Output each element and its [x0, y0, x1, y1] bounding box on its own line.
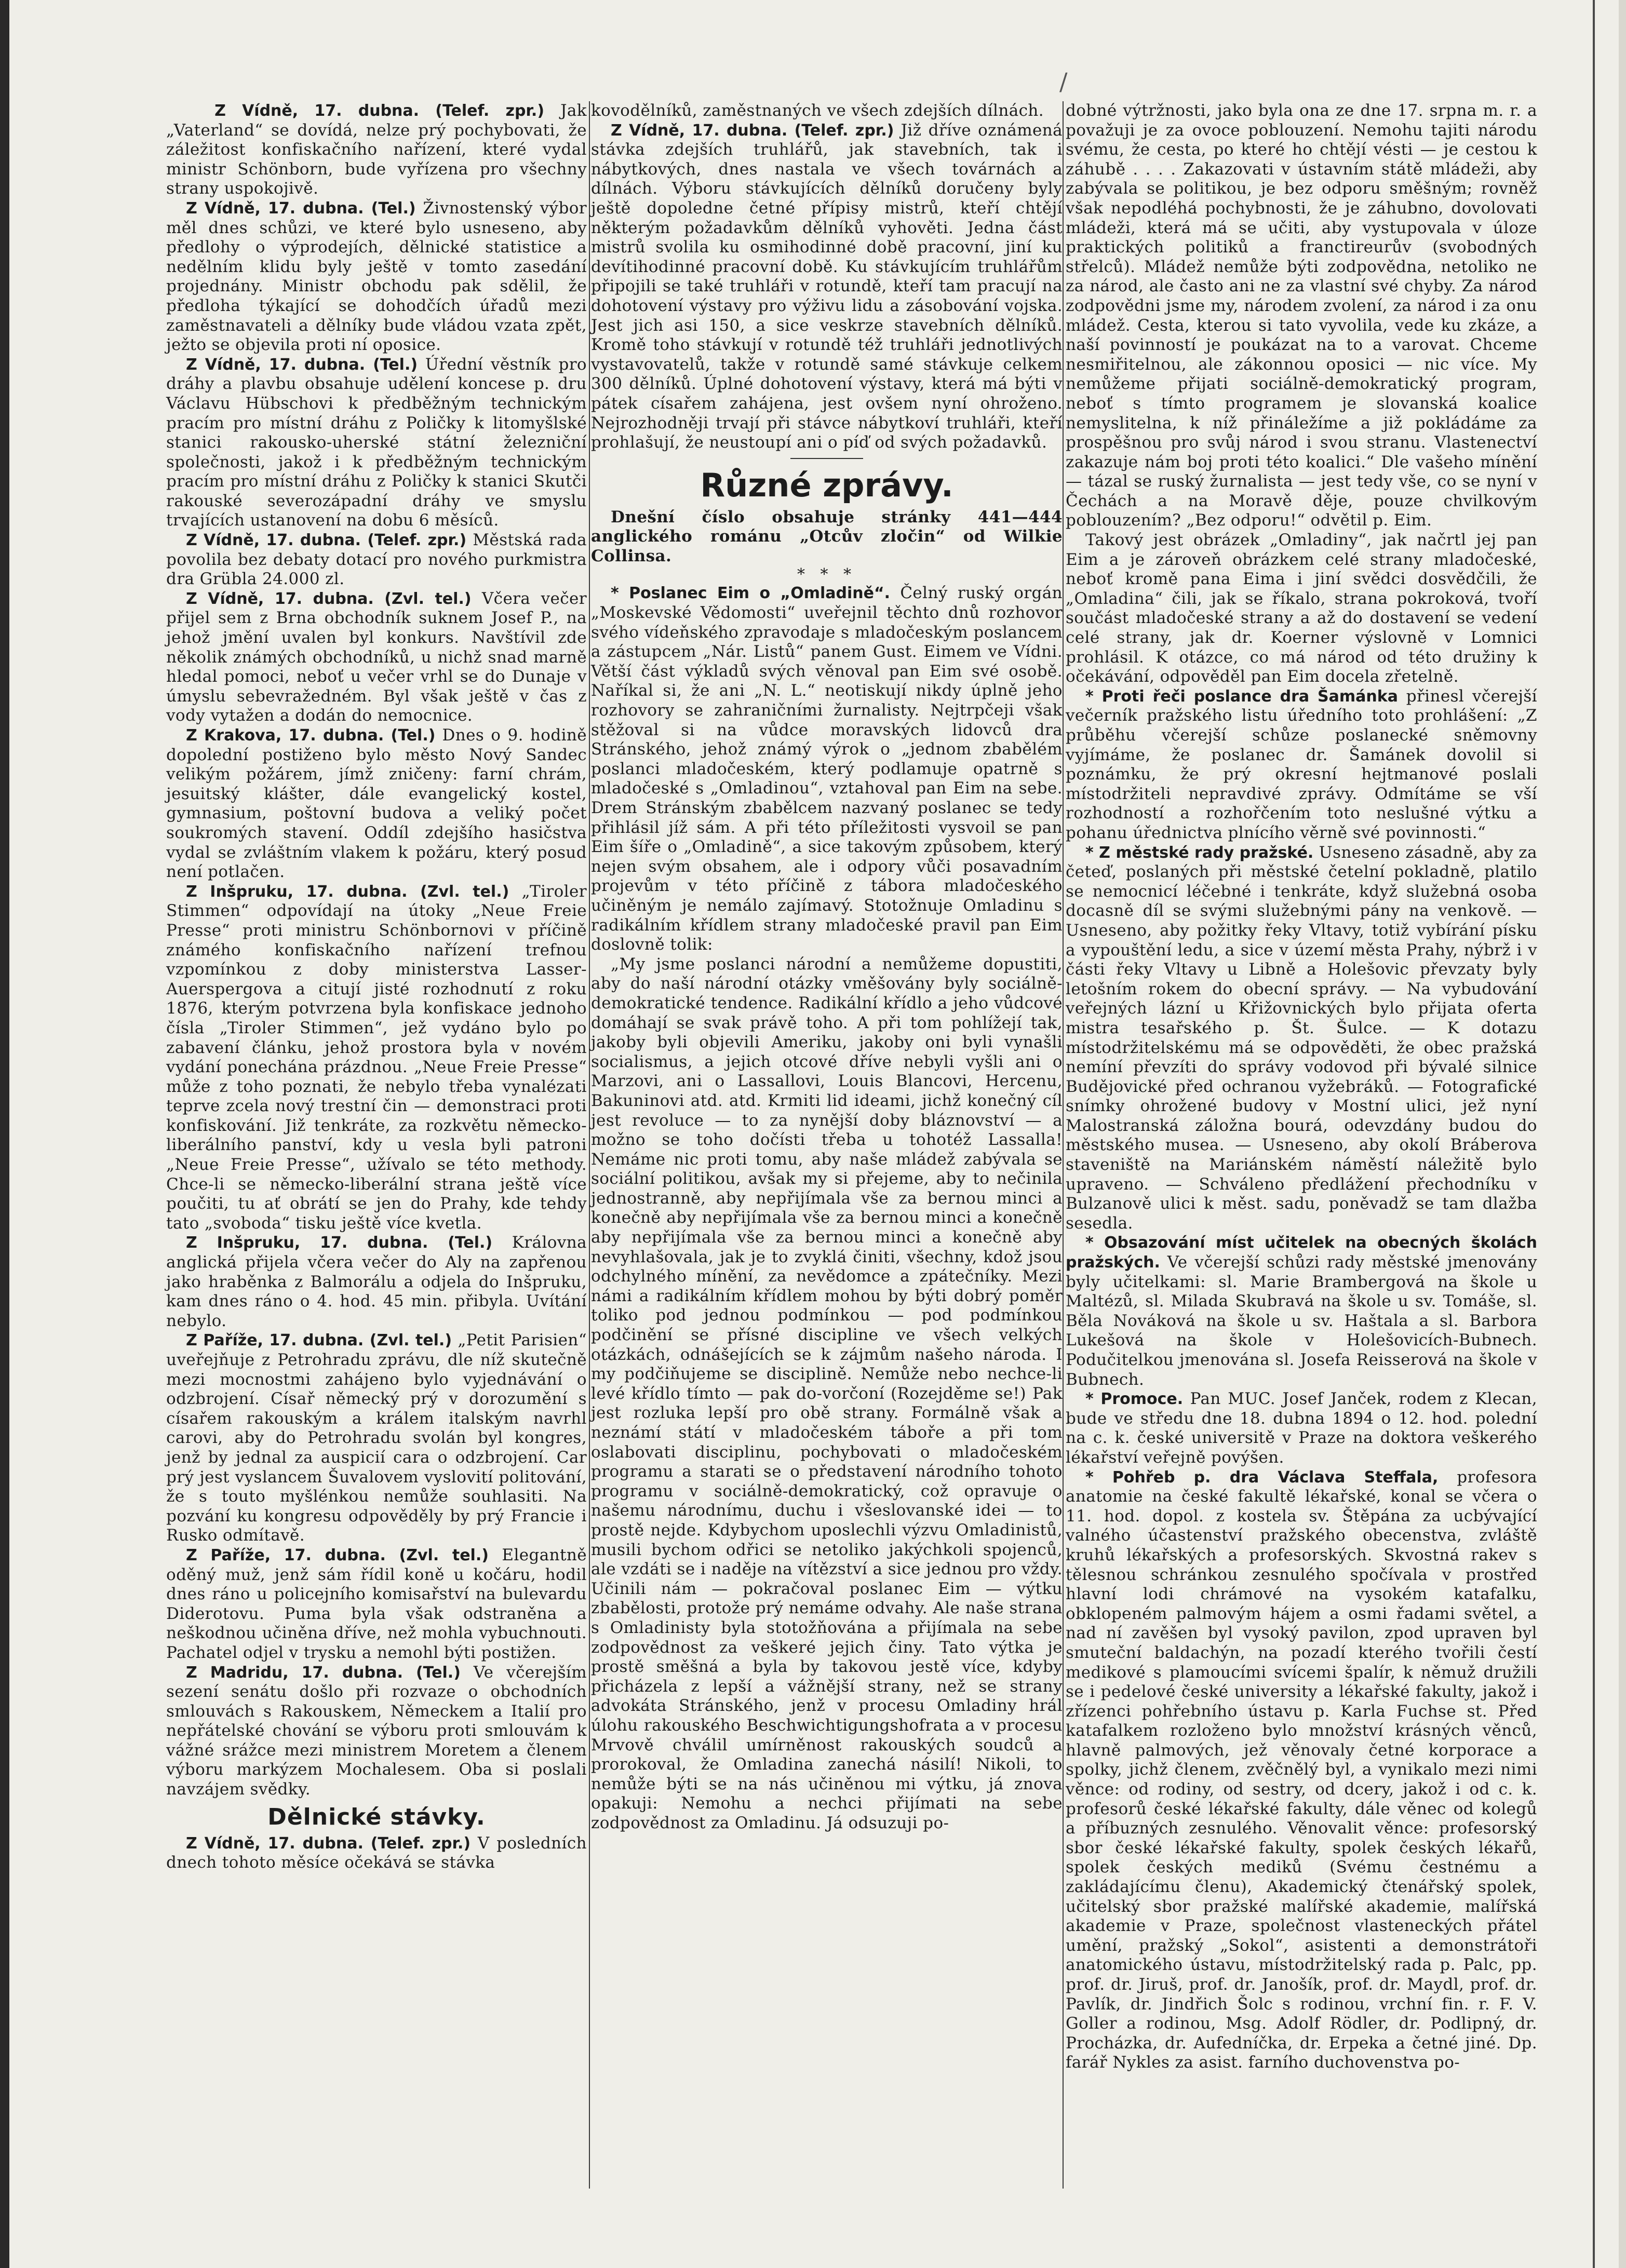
- news-text: „Petit Parisien“ uveřejňuje z Petrohradu zprávu, dle níž skutečně mezi mocnostmi zahájeno bylo vyjednávání o odzbrojení. Císař německý prý v dorozumění s císařem rakouským a králem italským navrhl carovi, aby do Petrohradu svolán byl kongres, jenž by jednal za auspicií cara o odzbrojení. Car prý jest vyslancem Šuvalovem vyslovití politování, že s touto myšlénkou nemůže souhlasiti. Na pozvání ku kongresu odpověděly by prý Francie i Rusko odmítavě.: [166, 1331, 587, 1545]
- column-3: [1066, 101, 1537, 2073]
- section-heading-worker-strikes: Dělnické stávky.: [267, 1803, 486, 1830]
- dateline: Z Vídně, 17. dubna. (Tel.): [186, 199, 416, 218]
- news-item: [1066, 1233, 1537, 1389]
- news-item: [166, 882, 587, 1234]
- news-text: Královna anglická přijela včera večer do Aly na zapřenou jako hraběnka z Balmorálu a odjela do Inšpruku, kam dnes ráno o 4. hod. 45 min. přibyla. Uvítání nebylo.: [166, 1233, 587, 1330]
- dateline: Z Vídně, 17. dubna. (Telef. zpr.): [611, 121, 894, 140]
- news-text: Dnes o 9. hodině dopolední postiženo bylo město Nový Sandec velikým požárem, jímž zničeny: farní chrám, jesuitský klášter, dále evangelický kostel, gymnasium, poštovní budova a veliký počet soukromých stavení. Oddíl zdejšího hasičstva vydal se zvláštním vlakem k požáru, který posud není potlačen.: [166, 726, 587, 882]
- news-item: [166, 589, 587, 726]
- asterism-separator: * * *: [797, 565, 857, 584]
- dateline: Z Paříže, 17. dubna. (Zvl. tel.): [186, 1331, 452, 1350]
- news-item: [166, 1331, 587, 1546]
- news-item: [166, 1834, 587, 1873]
- section-heading-various-news: Různé zprávy.: [700, 466, 953, 504]
- news-text: Elegantně oděný muž, jenž sám řídil koně u kočáru, hodil dnes ráno u policejního komisařství na bulevardu Diderotovu. Puma byla však odstraněna a neškodnou učiněna dříve, než mohla vybuchnouti. Pachatel odjel v trysku a nemohl býti postižen.: [166, 1545, 587, 1662]
- news-item: [166, 726, 587, 882]
- news-item: [166, 355, 587, 531]
- news-item: [166, 101, 587, 199]
- dateline: Z Paříže, 17. dubna. (Zvl. tel.): [186, 1546, 489, 1564]
- news-text: Již dříve oznámená stávka zdejších truhlářů, jak stavebních, tak i nábytkových, dnes nastala ve všech továrnách a dílnách. Výboru stávkujících dělníků doručeny byly ještě dopoledne četné přípisy mistrů, kteří chtějí některým požadavkům dělníků vyhověti. Jedna část mistrů svolila ku osmihodinné době pracovní, jiní ku devítihodinné pracovní době. Ku stávkujícím truhlářům připojili se také truhláři v rotundě, kteří tam pracují na dohotovení výstavy pro výživu lidu a zásobování vojska. Jest jich asi 150, a sice veskrze stavebních dělníků. Kromě toho stávkují v rotundě též truhláři jednotlivých vystavovatelů, takže v rotundě samé stávkuje celkem 300 dělníků. Úplné dohotovení výstavy, která má býti v pátek císařem zahájena, jest ovšem nyní ohroženo. Nejrozhodněji trvají při stávce nábytkoví truhláři, kteří prohlašují, že neustoupí ani o píď od svých požadavků.: [591, 120, 1063, 452]
- news-item: [591, 101, 1063, 121]
- news-item: [1066, 1468, 1537, 2073]
- item-heading: * Z městské rady pražské.: [1085, 843, 1314, 862]
- news-item: [591, 955, 1063, 1833]
- page-mark: /: [1059, 68, 1068, 96]
- news-text: Ve včerejším sezení senátu došlo při rozvaze o obchodních smlouvách s Rakouskem, Německem a Italií pro nepřátelské chování se výboru proti smlouvám k vážné srážce mezi ministrem Moretem a členem výboru markýzem Mochalesem. Oba si poslali navzájem svědky.: [166, 1663, 587, 1799]
- news-item: [591, 121, 1063, 453]
- dateline: Z Vídně, 17. dubna. (Tel.): [186, 355, 418, 374]
- news-item: [166, 1663, 587, 1800]
- page-right-border-line: [1593, 0, 1595, 2268]
- item-heading: * Poslanec Eim o „Omladině“.: [611, 584, 891, 603]
- news-text: Jak „Vaterland“ se dovídá, nelze prý pochybovati, že záležitost konfiskačního nařízení, které vydal ministr Schönborn, bude vyřízena pro všechny strany uspokojivě.: [166, 101, 587, 198]
- item-heading: * Obsazování míst učitelek na obecných školách pražských.: [1066, 1234, 1537, 1272]
- column-2: [591, 101, 1063, 1833]
- news-item: [166, 1233, 587, 1331]
- news-item: [591, 584, 1063, 954]
- news-text: Městská rada povolila bez debaty dotací pro nového purkmistra dra Grübla 24.000 zl.: [166, 531, 587, 589]
- news-item: [166, 199, 587, 355]
- column-separator-2: [1063, 101, 1064, 2189]
- scan-left-edge: [0, 0, 9, 2268]
- news-text: V posledních dnech tohoto měsíce očekává se stávka: [166, 1833, 587, 1872]
- news-text: kovodělníků, zaměstnaných ve všech zdejších dílnách.: [591, 101, 1044, 120]
- dateline: Z Inšpruku, 17. dubna. (Zvl. tel.): [186, 882, 509, 901]
- scan-right-edge: [1619, 0, 1626, 2268]
- dateline: Z Vídně, 17. dubna. (Telef. zpr.): [186, 1834, 471, 1853]
- column-separator-1: [589, 101, 590, 2189]
- dateline: Z Inšpruku, 17. dubna. (Tel.): [186, 1234, 493, 1252]
- news-text: Pan MUC. Josef Janček, rodem z Klecan, bude ve středu dne 18. dubna 1894 o 12. hod. polední na c. k. české universitě v Praze na doktora veškerého lékařství veřejně povýšen.: [1066, 1389, 1537, 1467]
- dateline: Z Vídně, 17. dubna. (Telef. zpr.): [186, 531, 467, 550]
- news-text: „My jsme poslanci národní a nemůžeme dopustiti, aby do naší národní otázky vměšovány byly sociálně-demokratické tendence. Radikální křídlo a jeho vůdcové domáhají se svak právě toho. A při tom pohlížejí tak, jakoby byli objevili Ameriku, jakoby oni byli vynašli socialismus, a jejich otcové dříve nebyli vyšli ani o Marzovi, ani o Lassallovi, Louis Blancovi, Hercenu, Bakuninovi atd. atd. Krmiti lid ideami, jichž konečný cíl jest revoluce — to za nynější doby bláznovství — a možno se toho dočísti třeba u tohotéž Lassalla! Nemáme nic proti tomu, aby naše mládež zabývala se sociální politikou, avšak my si přejeme, aby to nečinila jednostranně, aby nepřijímala vše za bernou minci a konečně aby nepřijímala vše za bernou minci a konečně aby nepřijímala vše za bernou minci a konečně aby nevyhlašovala, jak je to zvyklá činiti, všechny, kdož jsou odchylného mínění, za nevědomce a zpátečníky. Mezi námi a radikálním křídlem mohou by býti dobrý poměr toliko pod jednou podmínkou — pod podmínkou podčinění se přísné discipline ve všech velkých otázkách, odnášejících se k zájmům našeho národa. I my podčiňujeme se disciplině. Nemůže nebo nechce-li levé křídlo tímto — pak do-vorčoní (Rozejděme se!) Pak jest rozluka lepší pro obě strany. Formálně však a neznámí státí v mladočeském táboře a při tom oslabovati disciplinu, pochybovati o mladočeském programu a starati se o představení národního tohoto programu v sociálně-demokratický, což opravuje o našemu národnímu, duchu i všeslovanské idei — to prostě nejde. Kdybychom uposlechli výzvu Omladinistů, musili bychom odřici se netoliko jakýchkoli spojenců, ale vzdáti se i naděje na vítězství a sice jednou pro vždy. Učinili nám — pokračoval poslanec Eim — výtku zbabělosti, protože prý nemáme odvahy. Ale naše strana s Omladinisty byla stotožňována a přijímala na sebe zodpovědnost za veškeré jejich činy. Tato výtka je prostě směšná a byla by takovou jestě více, kdyby přicházela z lepší a vážnější strany, než se strany advokáta Stránského, jenž v procesu Omladiny hrál úlohu rakouského Beschwichtigungshofrata a v procesu Mrvově chválil umírněnost rakouských soudců a prorokoval, že Omladina zanechá násilí! Nikoli, to nemůže býti se na nás učiněnou mi výtku, já znova opakuji: Nemohu a nechci přijímati na sebe zodpovědnost za Omladinu. Já odsuzuji po-: [591, 954, 1063, 1832]
- dateline: Z Vídně, 17. dubna. (Telef. zpr.): [214, 102, 545, 120]
- item-heading: * Proti řeči poslance dra Šamánka: [1085, 687, 1398, 706]
- column-1: [166, 101, 587, 1873]
- item-heading: * Pohřeb p. dra Václava Steffala,: [1085, 1468, 1439, 1487]
- news-text: Včera večer přijel sem z Brna obchodník suknem Josef P., na jehož jmění uvalen byl konkurs. Navštívil zde několik známých obchodníků, u nichž snad marně hledal pomoci, neboť u večer vrhl se do Dunaje v úmyslu sebevražedném. Byl však ještě v čas z vody vytažen a dodán do nemocnice.: [166, 589, 587, 725]
- news-text: Usneseno zásadně, aby za četeď, poslaných při městské četelní pokladně, platilo se nemocnicí léčebné i tenkráte, když služebná osoba docasně díl se svými služebnými pány na venkově. — Usneseno, aby požitky řeky Vltavy, totiž vybírání písku a vypouštění ledu, a sice v území města Prahy, nýbrž i v části řeky Vltavy u Libně a Holešovic převzaty byly letošním rokem do obecní správy. — Na vybudování veřejných lázní u Křižovnických bylo přijata oferta mistra tesařského p. Št. Šulce. — K dotazu místodržitelskému má se odpověděti, že obec pražská nemíní převzíti do správy vodovod při bývalé silnice Budějovické před ochranou vyžebráků. — Fotografické snímky ohrožené budovy v Mostní ulici, jež nyní Malostranská záložna bourá, odevzdány budou do městského musea. — Usneseno, aby okolí Bráberova staveniště na Mariánském náměstí náležitě bylo upraveno. — Schváleno předlážení přechodníku v Bulzanově ulici k měst. sadu, poněvadž se tam dlažba sesedla.: [1066, 843, 1537, 1233]
- news-text: Takový jest obrázek „Omladiny“, jak načrtl jej pan Eim a je zároveň obrázkem celé strany mladočeské, neboť kromě pana Eima i jiní svědci dosvědčili, že „Omladina“ čili, jak se říkalo, strana pokroková, tvoří součást mladočeské strany a až do dostavení se vedení celé strany, jak dr. Koerner výslovně v Lomnici prohlásil. K otázce, co má národ od této družiny k očekávání, odpověděl pan Eim docela zřetelně.: [1066, 531, 1537, 686]
- news-item: [1066, 1389, 1537, 1467]
- issue-notice: Dnešní číslo obsahuje stránky 441—444 anglického románu „Otcův zločin“ od Wilkie Collinsa.: [591, 507, 1063, 565]
- dateline: Z Madridu, 17. dubna. (Tel.): [186, 1663, 461, 1682]
- short-rule: [790, 458, 863, 459]
- news-text: dobné výtržnosti, jako byla ona ze dne 17. srpna m. r. a považuji je za ovoce poblouzení. Nemohu tajiti národu svému, že cesta, po které ho chtějí vésti — je cestou k záhubě . . . . Zakazovati v ústavním státě mládeži, aby zabývala se politikou, je bez odporu směšným; rovněž však nepodléhá pochybnosti, že je záhubno, dovolovati mládeži, která má se učiti, aby vystupovala v úloze praktických politiků a franctireurův (svobodných střelců). Mládež nemůže býti zodpovědna, netoliko ne za národ, ale často ani ne za vlastní své chyby. Za národ zodpovědni jsme my, národem zvolení, za národ i za onu mládež. Cesta, kterou si tato vyvolila, vede ku zkáze, a naší povinností je poukázat na to a varovat. Chceme nesmiřitelnou, ale zákonnou oposici — nic více. My nemůžeme přijati sociálně-demokratický program, neboť s tímto programem je slovanská koalice nemyslitelna, k níž přináležíme a již pokládáme za prospěšnou pro svůj národ i svou stranu. Vlastenectví zakazuje nám boj proti této koalici.“ Dle vašeho mínění — tázal se ruský žurnalista — jest tedy vše, co se nyní v Čechách a na Moravě děje, pouze chvilkovým poblouzením? „Bez odporu!“ odvětil p. Eim.: [1066, 101, 1537, 530]
- news-item: [1066, 843, 1537, 1234]
- news-item: [1066, 687, 1537, 843]
- item-heading: * Promoce.: [1085, 1390, 1184, 1409]
- news-text: „Tiroler Stimmen“ odpovídají na útoky „Neue Freie Presse“ proti ministru Schönbornovi v příčině známého konfiskačního nařízení trefnou vzpomínkou z doby ministerstva Lasser-Auerspergova a citují jisté rozhodnutí z roku 1876, kterým potvrzena byla konfiskace jednoho čísla „Tiroler Stimmen“, jež vydáno bylo po zabavení článku, jehož prostora byla v novém vydání ponechána prázdnou. „Neue Freie Presse“ může z toho poznati, že nebylo třeba vynalézati teprve zcela nový trestní čin — demonstraci proti konfiskování. Již tenkráte, za rozkvětu německo-liberálního panství, kdy u vesla byli patroni „Neue Freie Presse“, užívalo se této methody. Chce-li se německo-liberální strana ještě více poučiti, tu ať obrátí se jen do Prahy, kde tehdy tato „svoboda“ tisku ještě více kvetla.: [166, 882, 587, 1233]
- dateline: Z Vídně, 17. dubna. (Zvl. tel.): [186, 589, 472, 608]
- dateline: Z Krakova, 17. dubna. (Tel.): [186, 726, 436, 745]
- news-text: Ve včerejší schůzi rady městské jmenovány byly učitelkami: sl. Marie Brambergová na škole u Maltézů, sl. Milada Skubravá na škole u sv. Tomáše, sl. Běla Nováková na škole u sv. Haštala a sl. Barbora Lukešová na škole v Holešovicích-Bubnech. Podučitelkou jmenována sl. Josefa Reisserová na škole v Bubnech.: [1066, 1253, 1537, 1389]
- news-item: [166, 1546, 587, 1663]
- news-text: Živnostenský výbor měl dnes schůzi, ve které bylo usneseno, aby předlohy o výprodejích, dělnické statistice a nedělním klidu byly ještě v tomto zasedání projednány. Ministr obchodu pak sdělil, že předloha týkající se dohodčích úřadů mezi zaměstnavateli a dělníky bude vládou vzata zpět, ježto se objevila proti ní oposice.: [166, 198, 587, 355]
- news-text: Čelný ruský orgán „Moskevské Vědomosti“ uveřejnil těchto dnů rozhovor svého vídeňského zpravodaje s mladočeským poslancem a zástupcem „Nár. Listů“ panem Gust. Eimem ve Vídni. Větší část výkladů svých věnoval pan Eim své osobě. Naříkal si, že ani „N. L.“ neotiskují nikdy úplně jeho rozhovory se zahraničními žurnalisty. Nejtrpčeji však stěžoval si na vůdce moravských lidovců dra Stránského, jehož známý výrok o „jednom zbabělém poslanci mladočeském, který podlamuje opatrně s mladočeské s „Omladinou“, vztahoval pan Eim na sebe. Drem Stránským zbabělcem nazvaný poslanec se tedy přihlásil jíž sám. A při této příležitosti vysvoil se pan Eim šíře o „Omladině“, a sice takovým způsobem, který nejen svým obsahem, ale i odpory vůči posavadním projevům v této příčině z tábora mladočeského učiněným je nemálo zajímavý. Stotožnuje Omladinu s radikálním křídlem strany mladočeské pravil pan Eim doslovně tolik:: [591, 584, 1063, 954]
- news-text: přinesl včerejší večerník pražského listu úředního toto prohlášení: „Z průběhu včerejší schůze poslanecké sněmovny vyjímáme, že poslanec dr. Šamánek dovolil si poznámku, že prý okresní hejtmanové poslali místodržiteli nepravdivé zprávy. Odmítáme se vší rozhodností a rozhořčením toto neslušné výtku a pohanu úřednictva plnícího věrně své povinnosti.“: [1066, 686, 1537, 842]
- news-text: profesora anatomie na české fakultě lékařské, konal se včera o 11. hod. dopol. z kostela sv. Štěpána za ucbývající valného účastenství pražského obecenstva, zvláště kruhů lékařských a profesorských. Skvostná rakev s tělesnou schránkou zesnulého spočívala v prostřed hlavní lodi chrámové na vysokém katafalku, obklopeném palmovým hájem a osmi řadami světel, a nad ní zavěšen byl vysoký pavilon, zpod upraven byl smuteční baldachýn, na pozadí kterého tvořili čestí medikové s plamoucími svícemi špalír, k němuž družili se i pedelové české university a lékařské fakulty, jakož i zřízenci pohřebního ústavu p. Karla Fuchse st. Před katafalkem rozloženo bylo množství krásných věnců, hlavně palmových, jež věnovaly četné korporace a spolky, jichž členem, zvěčnělý byl, a vynikalo mezi nimi věnce: od rodiny, od sestry, od dcery, jakož i od c. k. profesorů české lékařské fakulty, dále věnec od kolegů a příbuzných zesnulého. Věnovalit věnce: profesorský sbor české lékařské fakulty, spolek českých lékařů, spolek českých mediků (Svému čestnému a zakládajícímu členu), Akademický čtenářský spolek, učitelský sbor pražské malířské akademie, malířská akademie v Praze, společnost vlasteneckých přátel umění, pražský „Sokol“, asistenti a demonstrátoři anatomického ústavu, místodržitelský rada p. Palc, pp. prof. dr. Jiruš, prof. dr. Janošík, prof. dr. Maydl, prof. dr. Pavlík, dr. Jindřich Šolc s rodinou, vrchní fin. r. F. V. Goller a rodinou, Msg. Adolf Rödler, dr. Podlipný, dr. Procházka, dr. Aufedníčka, dr. Erpeka a četné jiné. Dp. farář Nykles za asist. farního duchovenstva po-: [1066, 1467, 1537, 2072]
- news-item: [1066, 101, 1537, 531]
- news-item: [1066, 531, 1537, 687]
- news-text: Úřední věstník pro dráhy a plavbu obsahuje udělení koncese p. dru Václavu Hübschovi k předběžným technickým pracím pro místní dráhu z Poličky k litomyšlské stanici rakousko-uherské státní železniční společnosti, jakož i k předběžným technickým pracím pro místní dráhu z Poličky k stanici Skutči rakouské severozápadní dráhy ve smyslu trvajících ustanovení na dobu 6 měsíců.: [166, 355, 587, 530]
- news-item: [166, 531, 587, 589]
